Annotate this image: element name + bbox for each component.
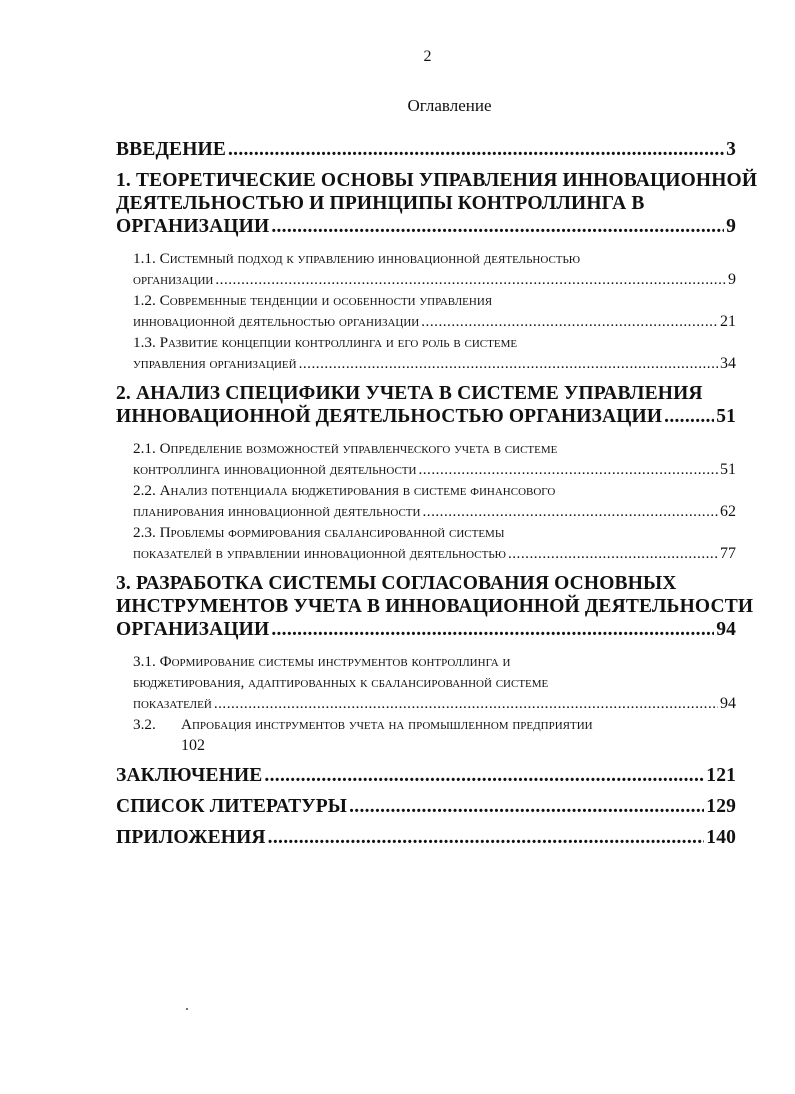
dot-leader bbox=[664, 405, 714, 428]
toc-entry-title-line: 2.2. Анализ потенциала бюджетирования в системе финансового bbox=[133, 482, 556, 499]
dot-leader bbox=[422, 501, 718, 522]
page-number: 2 bbox=[423, 48, 432, 65]
toc-entry-title-line: ДЕЯТЕЛЬНОСТЬЮ И ПРИНЦИПЫ КОНТРОЛЛИНГА В bbox=[116, 193, 645, 214]
dot-leader bbox=[264, 764, 704, 787]
toc-entry-title: ЗАКЛЮЧЕНИЕ bbox=[116, 765, 263, 786]
toc-entry-chapter-1[interactable] bbox=[116, 169, 758, 238]
toc-entry-section-3-2[interactable] bbox=[116, 714, 736, 756]
toc-entry-title-line: 1.2. Современные тенденции и особенности управления bbox=[133, 292, 493, 309]
toc-entry-title: ПРИЛОЖЕНИЯ bbox=[116, 827, 266, 848]
toc-entry-section-2-2[interactable] bbox=[116, 480, 736, 522]
toc-entry-appendices[interactable] bbox=[116, 826, 736, 849]
toc-page-number: 62 bbox=[720, 503, 736, 520]
toc-page-number: 21 bbox=[720, 313, 736, 330]
toc-section-number: 3.2. bbox=[133, 716, 156, 733]
toc-page-number: 9 bbox=[726, 216, 736, 237]
toc-page-number: 94 bbox=[716, 619, 736, 640]
toc-entry-title-line: 3.1. Формирование системы инструментов контроллинга и bbox=[133, 653, 511, 670]
dot-leader bbox=[215, 269, 726, 290]
dot-leader bbox=[271, 618, 714, 641]
toc-page-number: 51 bbox=[720, 461, 736, 478]
toc-entry-section-1-3[interactable] bbox=[116, 332, 736, 374]
toc-page-number: 121 bbox=[706, 765, 736, 786]
toc-entry-references[interactable] bbox=[116, 795, 736, 818]
toc-entry-title-line: контроллинга инновационной деятельности bbox=[133, 461, 417, 478]
toc-entry-title-line: управления организацией bbox=[133, 355, 297, 372]
toc-entry-section-2-1[interactable] bbox=[116, 438, 736, 480]
dot-leader bbox=[349, 795, 704, 818]
toc-entry-title-line: 1.1. Системный подход к управлению инновационной деятельностью bbox=[133, 250, 581, 267]
toc-page-number: 129 bbox=[706, 796, 736, 817]
toc-entry-title-line: 3. РАЗРАБОТКА СИСТЕМЫ СОГЛАСОВАНИЯ ОСНОВНЫХ bbox=[116, 573, 677, 594]
table-of-contents bbox=[116, 138, 758, 857]
dot-leader bbox=[418, 459, 718, 480]
dot-leader bbox=[508, 543, 718, 564]
toc-page-number: 3 bbox=[726, 139, 736, 160]
toc-entry-title-line: 1.3. Развитие концепции контроллинга и его роль в системе bbox=[133, 334, 518, 351]
toc-entry-title-line: планирования инновационной деятельности bbox=[133, 503, 421, 520]
toc-entry-title-line: бюджетирования, адаптированных к сбалансированной системе bbox=[133, 674, 549, 691]
toc-page-number: 34 bbox=[720, 355, 736, 372]
toc-entry-title-line: 2.3. Проблемы формирования сбалансированной системы bbox=[133, 524, 505, 541]
toc-entry-title-line: 2.1. Определение возможностей управленческого учета в системе bbox=[133, 440, 558, 457]
toc-entry-title: СПИСОК ЛИТЕРАТУРЫ bbox=[116, 796, 348, 817]
dot-leader bbox=[228, 138, 724, 161]
toc-entry-section-1-1[interactable] bbox=[116, 248, 736, 290]
toc-page-number: 94 bbox=[720, 695, 736, 712]
toc-entry-title-line: ИНСТРУМЕНТОВ УЧЕТА В ИННОВАЦИОННОЙ ДЕЯТЕЛЬНОСТИ bbox=[116, 596, 754, 617]
toc-entry-title-line: инновационной деятельностью организации bbox=[133, 313, 420, 330]
toc-page-number: 140 bbox=[706, 827, 736, 848]
toc-entry-section-2-3[interactable] bbox=[116, 522, 736, 564]
toc-page-number: 77 bbox=[720, 545, 736, 562]
toc-entry-title-line: ОРГАНИЗАЦИИ bbox=[116, 619, 270, 640]
toc-entry-chapter-3[interactable] bbox=[116, 572, 754, 641]
toc-entry-title-line: ОРГАНИЗАЦИИ bbox=[116, 216, 270, 237]
toc-entry-section-1-2[interactable] bbox=[116, 290, 736, 332]
dot-leader bbox=[268, 826, 705, 849]
toc-entry-section-3-1[interactable] bbox=[116, 651, 736, 714]
dot-leader bbox=[271, 215, 724, 238]
toc-page-number: 9 bbox=[728, 271, 736, 288]
toc-entry-introduction[interactable] bbox=[116, 138, 736, 161]
toc-page-number: 102 bbox=[181, 737, 205, 754]
dot-leader bbox=[421, 311, 718, 332]
toc-entry-title-line: 2. АНАЛИЗ СПЕЦИФИКИ УЧЕТА В СИСТЕМЕ УПРАВЛЕНИЯ bbox=[116, 383, 703, 404]
toc-entry-title-line: показателей в управлении инновационной деятельностью bbox=[133, 545, 506, 562]
toc-title: Оглавление bbox=[407, 96, 492, 115]
toc-entry-title-line: 1. ТЕОРЕТИЧЕСКИЕ ОСНОВЫ УПРАВЛЕНИЯ ИННОВАЦИОННОЙ bbox=[116, 170, 758, 191]
toc-entry-title-line: показателей bbox=[133, 695, 212, 712]
toc-page-number: 51 bbox=[716, 406, 736, 427]
toc-entry-conclusion[interactable] bbox=[116, 764, 736, 787]
toc-entry-chapter-2[interactable] bbox=[116, 382, 736, 428]
dot-leader bbox=[214, 693, 718, 714]
toc-entry-title-line: ИННОВАЦИОННОЙ ДЕЯТЕЛЬНОСТЬЮ ОРГАНИЗАЦИИ bbox=[116, 406, 663, 427]
stray-dot-mark bbox=[186, 1008, 188, 1010]
toc-entry-title-line: Апробация инструментов учета на промышленном предприятии bbox=[181, 716, 593, 733]
dot-leader bbox=[299, 353, 718, 374]
toc-entry-title: ВВЕДЕНИЕ bbox=[116, 139, 226, 160]
toc-entry-title-line: организации bbox=[133, 271, 214, 288]
